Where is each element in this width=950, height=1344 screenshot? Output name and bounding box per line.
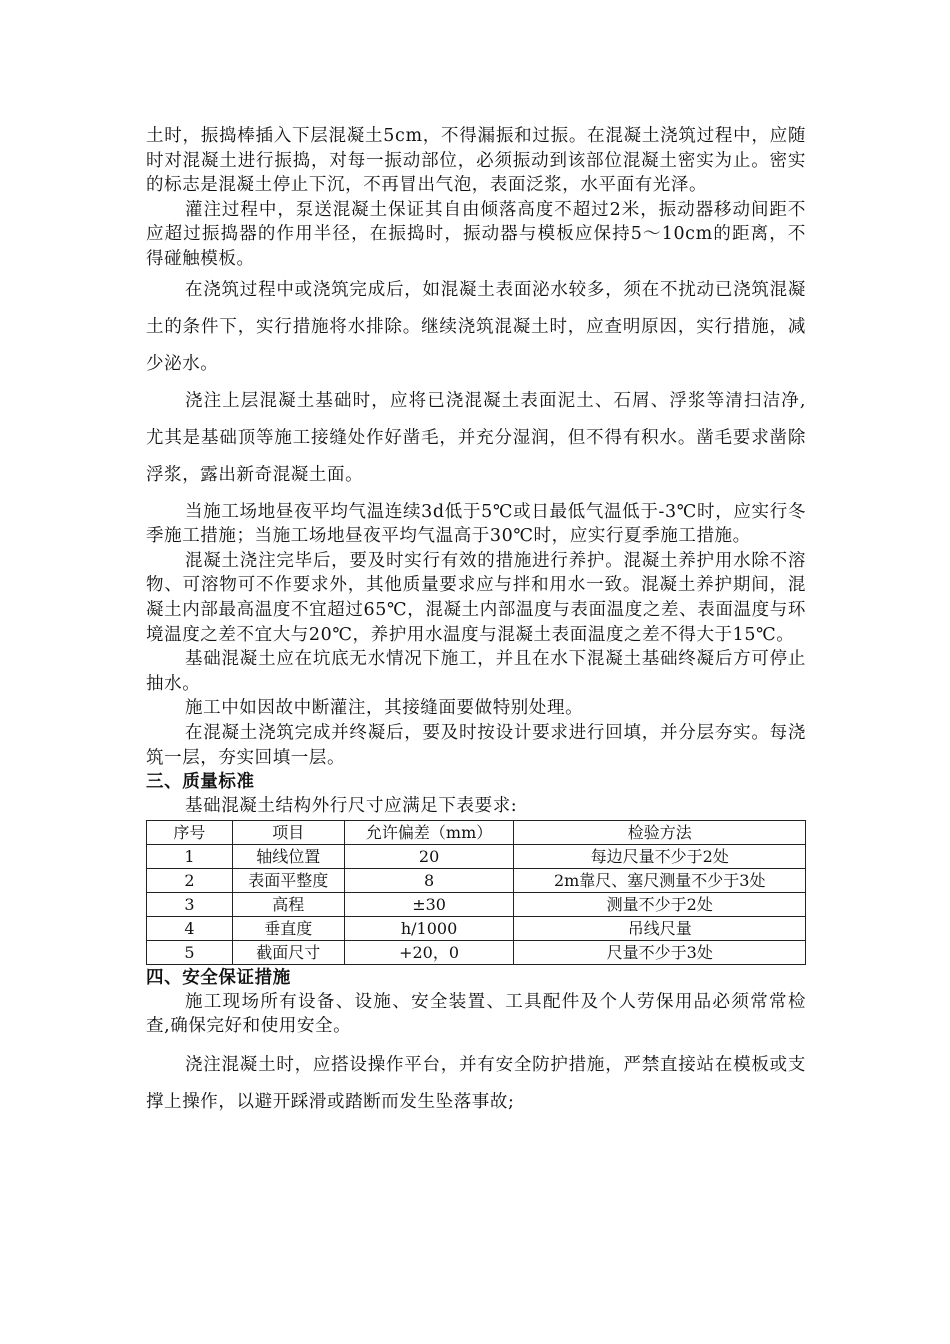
table-row: [147, 916, 806, 940]
table-cell: 8: [344, 868, 514, 892]
paragraph-vibration: 土时，振捣棒插入下层混凝土5cm，不得漏振和过振。在混凝土浇筑过程中，应随时对混凝土进行振捣，对每一振动部位，必须振动到该部位混凝土密实为止。密实的标志是混凝土停止下沉，不再冒出气泡，表面泛浆，水平面有光泽。: [146, 126, 806, 196]
table-cell: 1: [147, 844, 233, 868]
section-heading-quality: 三、质量标准: [146, 772, 255, 793]
header-cell: 检验方法: [514, 820, 806, 844]
table-cell: 垂直度: [232, 916, 344, 940]
quality-standard-table: [146, 820, 806, 965]
paragraph-backfill: 在混凝土浇筑完成并终凝后，要及时按设计要求进行回填，并分层夯实。每浇筑一层，夯实回填一层。: [146, 722, 806, 768]
table-row: [147, 940, 806, 964]
section-heading-safety: 四、安全保证措施: [146, 967, 291, 988]
header-cell: 允许偏差（mm）: [344, 820, 514, 844]
table-cell: 每边尺量不少于2处: [514, 844, 806, 868]
table-cell: ±30: [344, 892, 514, 916]
paragraph-joint-treatment: 施工中如因故中断灌注，其接缝面要做特别处理。: [185, 698, 584, 719]
paragraph-pouring-height: 灌注过程中，泵送混凝土保证其自由倾落高度不超过2米，振动器移动间距不应超过振捣器的作用半径，在振捣时，振动器与模板应保持5～10cm的距离，不得碰触模板。: [146, 199, 806, 269]
paragraph-upper-layer: 浇注上层混凝土基础时，应将已浇混凝土表面泥土、石屑、浮浆等清扫洁净,尤其是基础顶等施工接缝处作好凿毛，并充分湿润，但不得有积水。凿毛要求凿除浮浆，露出新奇混凝土面。: [146, 390, 806, 485]
paragraph-dewatering: 基础混凝土应在坑底无水情况下施工，并且在水下混凝土基础终凝后方可停止抽水。: [146, 649, 806, 694]
table-cell: 2m靠尺、塞尺测量不少于3处: [514, 868, 806, 892]
table-row: [147, 868, 806, 892]
table-cell: 尺量不少于3处: [514, 940, 806, 964]
table-row: [147, 892, 806, 916]
table-cell: 2: [147, 868, 233, 892]
table-cell: 4: [147, 916, 233, 940]
document-body: [146, 124, 806, 1121]
table-cell: +20，0: [344, 940, 514, 964]
table-cell: 5: [147, 940, 233, 964]
header-cell: 序号: [147, 820, 233, 844]
paragraph-curing: 混凝土浇注完毕后，要及时实行有效的措施进行养护。混凝土养护用水除不溶物、可溶物可不作要求外，其他质量要求应与拌和用水一致。混凝土养护期间，混凝土内部最高温度不宜超过65℃，混凝土内部温度与表面温度之差、表面温度与环境温度之差不宜大与20℃，养护用水温度与混凝土表面温度之差不得大于15℃。: [146, 550, 806, 645]
table-cell: 吊线尺量: [514, 916, 806, 940]
table-cell: 20: [344, 844, 514, 868]
table-cell: 3: [147, 892, 233, 916]
table-row: [147, 844, 806, 868]
table-cell: 表面平整度: [232, 868, 344, 892]
table-cell: 轴线位置: [232, 844, 344, 868]
table-cell: 高程: [232, 892, 344, 916]
table-intro: 基础混凝土结构外行尺寸应满足下表要求:: [185, 796, 518, 817]
table-header-row: [147, 820, 806, 844]
paragraph-bleeding-water: 在浇筑过程中或浇筑完成后，如混凝土表面泌水较多，须在不扰动已浇筑混凝土的条件下，实行措施将水排除。继续浇筑混凝土时，应查明原因，实行措施，减少泌水。: [146, 279, 806, 374]
header-cell: 项目: [232, 820, 344, 844]
table-cell: 截面尺寸: [232, 940, 344, 964]
paragraph-equipment-check: 施工现场所有设备、设施、安全装置、工具配件及个人劳保用品必须常常检查,确保完好和使用安全。: [146, 991, 806, 1037]
paragraph-temperature-measures: 当施工场地昼夜平均气温连续3d低于5℃或日最低气温低于-3℃时，应实行冬季施工措施；当施工场地昼夜平均气温高于30℃时，应实行夏季施工措施。: [146, 501, 806, 547]
paragraph-platform-safety: 浇注混凝土时，应搭设操作平台，并有安全防护措施，严禁直接站在模板或支撑上操作，以避开踩滑或踏断而发生坠落事故;: [146, 1054, 806, 1112]
table-cell: 测量不少于2处: [514, 892, 806, 916]
table-cell: h/1000: [344, 916, 514, 940]
